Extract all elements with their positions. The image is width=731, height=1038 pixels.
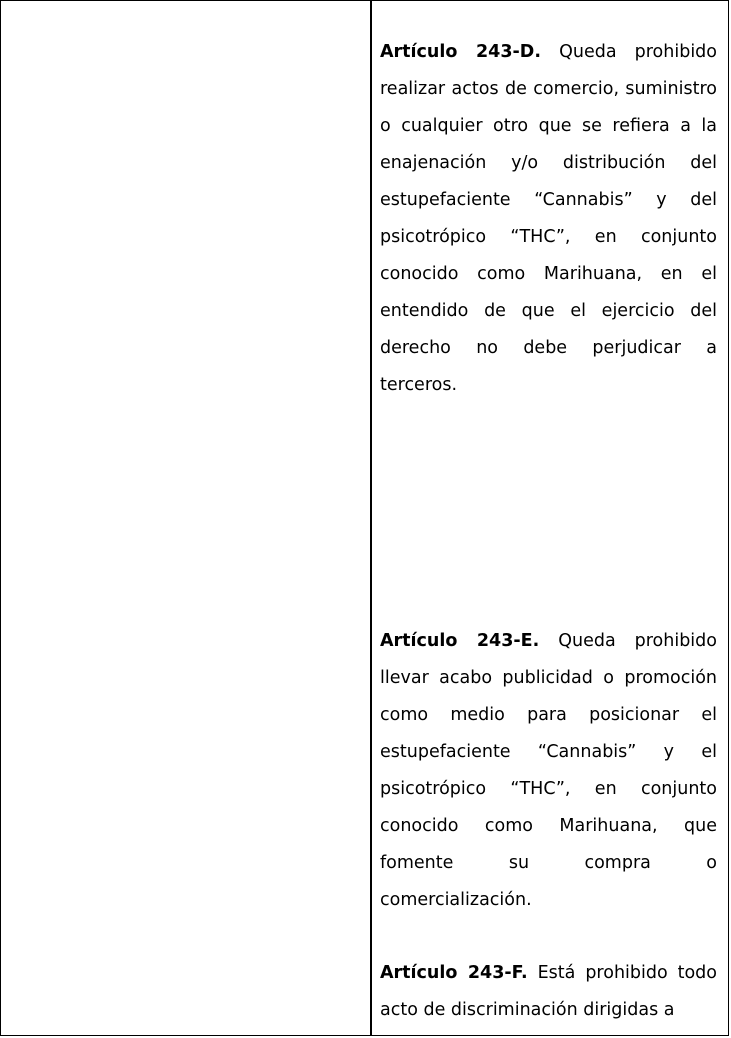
article-body: Está prohibido todo acto de discriminación dirigidas a [380, 963, 717, 1020]
article-243-f [380, 955, 717, 1029]
article-body: Queda prohibido realizar actos de comercio, suministro o cualquier otro que se refiera a la enajenación y/o distribución del estupefaciente “Cannabis” y del psicotrópico “THC”, en conjunto conocido como Marihuana, en el entendido de que el ejercicio del derecho no debe perjudicar a terceros. [380, 42, 717, 395]
table-left-column [1, 1, 370, 1035]
article-243-e [380, 623, 717, 919]
article-243-d [380, 34, 717, 404]
table-right-column [372, 1, 728, 1035]
article-title: Artículo 243-E. [380, 631, 540, 651]
article-title: Artículo 243-F. [380, 963, 528, 983]
article-body: Queda prohibido llevar acabo publicidad o promoción como medio para posicionar el estupefaciente “Cannabis” y el psicotrópico “THC”, en conjunto conocido como Marihuana, que fomente su compra o comercialización. [380, 631, 717, 910]
article-title: Artículo 243-D. [380, 42, 541, 62]
